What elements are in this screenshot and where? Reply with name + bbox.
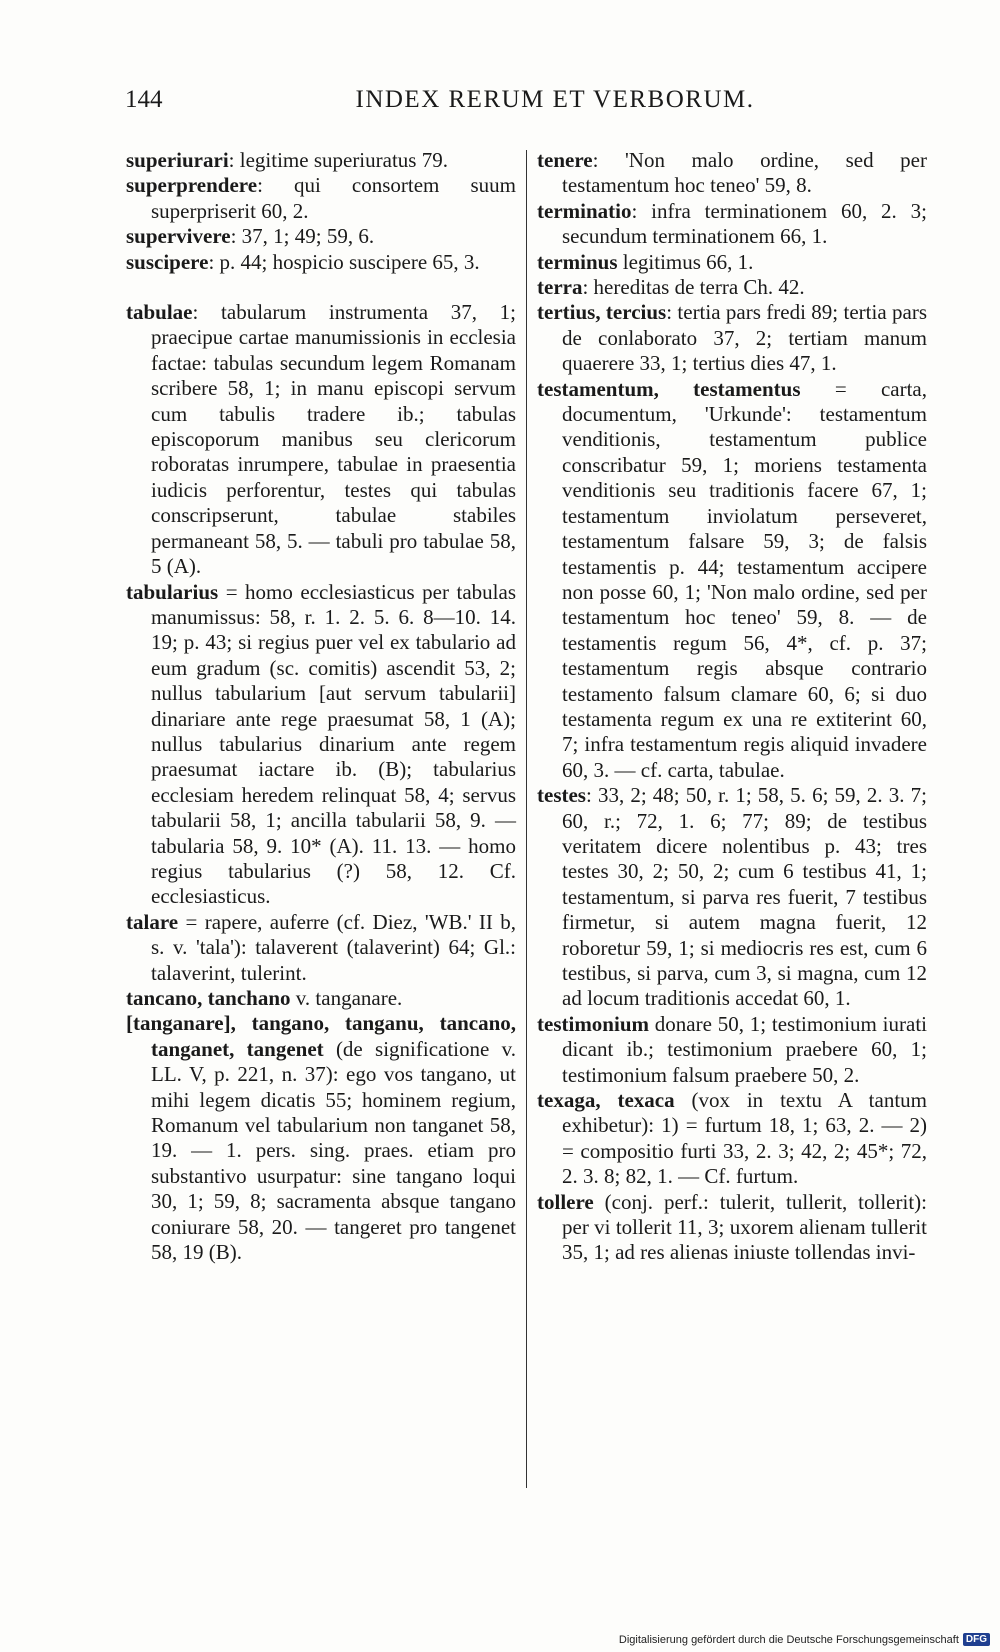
entry-text: : tertia pars fredi 89; tertia pars de conlaborato 37, 2; tertiam manum quaerere 33, 1; tertius dies 47, 1. [562, 300, 927, 376]
index-entry [126, 224, 516, 249]
entry-headword: superprendere [126, 173, 258, 198]
entry-headword: terra [537, 275, 583, 300]
entry-headword: testimonium [537, 1011, 649, 1036]
index-entry [126, 300, 516, 579]
credit-text: Digitalisierung gefördert durch die Deutsche Forschungsgemeinschaft [618, 1633, 959, 1646]
column-divider [526, 150, 527, 1488]
index-entry [537, 1012, 927, 1088]
entry-headword: terminatio [537, 198, 632, 223]
entry-headword: terminus [537, 249, 618, 274]
page-number: 144 [125, 86, 163, 113]
entry-text: (de significatione v. LL. V, p. 221, n. 37): ego vos tangano, ut mihi legem dicatis 55; hominem regium, Romanum vel tabularium non tanganet 58, 19. — 1. pers. sing. praes. etiam pro substantivo usurpatur: sine tangano loqui 30, 1; 59, 8; sacramenta absque tangano coniurare 58, 20. — tangeret pro tangenet 58, 19 (B). [151, 1036, 516, 1265]
entry-headword: tollere [537, 1189, 594, 1214]
index-entry [537, 377, 927, 784]
entry-text: v. tanganare. [290, 986, 403, 1010]
index-entry [537, 783, 927, 1012]
index-entry [126, 173, 516, 224]
index-entry [537, 275, 927, 300]
entry-headword: [tanganare], tangano, tanganu, tancano, tanganet, tangenet [126, 1011, 516, 1061]
entry-headword: testes [537, 783, 586, 808]
index-entry [537, 199, 927, 250]
index-entry [126, 910, 516, 986]
entry-headword: supervivere [126, 224, 231, 249]
index-entry [537, 148, 927, 199]
entry-headword: tenere [537, 148, 593, 172]
entry-text: : 37, 1; 49; 59, 6. [230, 224, 375, 249]
index-entry [537, 1190, 927, 1266]
entry-text: (conj. perf.: tulerit, tullerit, tollerit): per vi tollerit 11, 3; uxorem alienam tullerit 35, 1; ad res alienas iniuste tollendas invi- [562, 1189, 927, 1265]
entry-text: : 33, 2; 48; 50, r. 1; 58, 5. 6; 59, 2. 3. 7; 60, r.; 72, 1. 6; 77; 89; de testibus veritatem dicere nolentibus p. 43; tres testes 30, 2; 50, 2; cum 6 testibus 41, 1; testamentum, si parva res fuerit, 7 testibus firmetur, si autem magna fuerit, 12 roboretur 59, 1; si mediocris res est, cum 6 testibus, si parva, cum 3, si magna, cum 12 ad locum traditionis accedat 60, 1. [562, 783, 927, 1011]
index-entry [537, 300, 927, 376]
entry-text: : 'Non malo ordine, sed per testamentum hoc teneo' 59, 8. [562, 148, 927, 198]
entry-headword: tancano, tanchano [126, 986, 291, 1010]
entry-headword: testamentum, testamentus [537, 376, 801, 401]
entry-text: : hereditas de terra Ch. 42. [582, 275, 805, 300]
entry-text: (vox in textu A tantum exhibetur): 1) = furtum 18, 1; 63, 2. — 2) = compositio furti 33, 2. 3; 42, 2; 45*; 72, 2. 3. 8; 82, 1. — Cf. furtum. [562, 1088, 927, 1189]
entry-headword: tabularius [126, 579, 219, 604]
index-entry [126, 986, 516, 1011]
entry-text: legitimus 66, 1. [617, 249, 754, 274]
entry-text: : qui consortem suum superpriserit 60, 2. [151, 173, 516, 223]
digitization-credit [619, 1633, 990, 1646]
left-column [126, 148, 516, 1265]
running-head [125, 86, 925, 120]
entry-headword: tertius, tercius [537, 300, 667, 325]
index-entry [537, 1088, 927, 1190]
entry-text: = rapere, auferre (cf. Diez, 'WB.' II b, s. v. 'tala'): talaverent (talaverint) 64; Gl.: talaverint, tulerint. [151, 909, 516, 985]
entry-headword: tabulae [126, 300, 193, 325]
running-title: INDEX RERUM ET VERBORUM. [355, 86, 755, 113]
index-entry [126, 148, 516, 173]
index-entry [126, 250, 516, 275]
dfg-logo: DFG [963, 1633, 990, 1646]
right-column [537, 148, 927, 1266]
entry-headword: talare [126, 909, 179, 934]
entry-text: : p. 44; hospicio suscipere 65, 3. [208, 249, 480, 274]
entry-text: : tabularum instrumenta 37, 1; praecipue cartae manumissionis in ecclesia factae: tabulas secundum legem Romanam scribere 58, 1; in manu episcopi servum cum tabulis tradere ib.; tabulas episcoporum manibus seu clericorum roboratas inrumpere, tabulae in praesentia iudicis perforentur, testes qui tabulas conscripserunt, tabulae stabiles permaneant 58, 5. — tabuli pro tabulae 58, 5 (A). [151, 300, 516, 579]
entry-text: : infra terminationem 60, 2. 3; secundum terminationem 66, 1. [562, 198, 927, 249]
entry-text: : legitime superiuratus 79. [228, 148, 448, 172]
entry-text: donare 50, 1; testimonium iurati dicant ib.; testimonium praebere 60, 1; testimonium falsum praebere 50, 2. [562, 1011, 927, 1087]
index-entry [126, 580, 516, 910]
index-entry [126, 1011, 516, 1265]
entry-headword: suscipere [126, 249, 209, 274]
entry-text: = carta, documentum, 'Urkunde': testamentum venditionis, testamentum publice conscribatur 59, 1; moriens testamenta venditionis seu traditionis facere 67, 1; testamentum inviolatum perseveret, testamentum falsare 59, 3; de falsis testamentis p. 44; testamentum accipere non posse 60, 1; 'Non malo ordine, sed per testamentum hoc teneo' 59, 8. — de testamentis regum 56, 4*, cf. p. 37; testamentum regis absque contrario testamento falsum clamare 60, 6; si duo testamenta regum ex una re extiterint 60, 7; infra testamentum regis aliquid invadere 60, 3. — cf. carta, tabulae. [562, 376, 927, 782]
index-entry [537, 250, 927, 275]
entry-headword: superiurari [126, 148, 229, 172]
entry-text: = homo ecclesiasticus per tabulas manumissus: 58, r. 1. 2. 5. 6. 8—10. 14. 19; p. 43; si regius puer vel ex tabulario ad eum gradum (sc. comitis) ascendit 53, 2; nullus tabularium [aut servum tabularii] dinariare ante rege praesumat 58, 1 (A); nullus tabularius dinarium ante regem praesumat iactare ib. (B); tabularius ecclesiam heredem relinquat 58, 4; servus tabularii 58, 1; ancilla tabularii 58, 9. — tabularia 58, 9. 10* (A). 11. 13. — homo regius tabularius (?) 58, 12. Cf. ecclesiasticus. [151, 579, 516, 909]
entry-headword: texaga, texaca [537, 1088, 675, 1113]
